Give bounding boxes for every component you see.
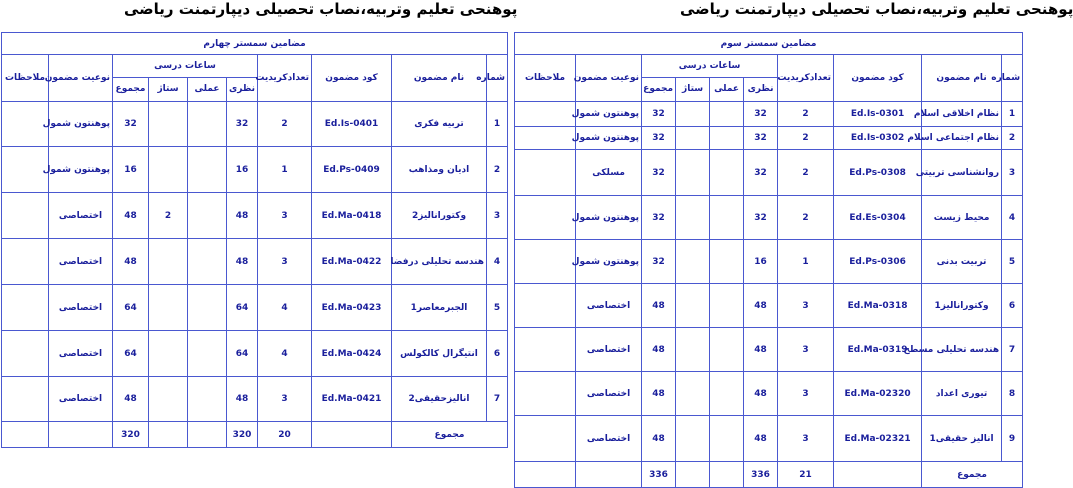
cell-code: Ed.Ps-0308 — [834, 150, 922, 196]
cell-credits: 3 — [778, 372, 834, 416]
cell-name: تربیت بدنی — [922, 240, 1002, 284]
cell-no: 3 — [1002, 150, 1023, 196]
cell-theory: 32 — [744, 196, 778, 240]
cell-total: 16 — [113, 147, 149, 193]
cell-theory: 32 — [227, 102, 258, 147]
table-row — [515, 127, 1023, 150]
cell-theory: 48 — [227, 239, 258, 285]
header-no: شماره — [1002, 55, 1023, 102]
footer-label: مجموع — [922, 462, 1023, 488]
cell-code: Ed.Ma-0421 — [312, 377, 392, 422]
cell-credits: 1 — [778, 240, 834, 284]
header-credits: تعدادکریدیت — [778, 55, 834, 102]
cell-stage — [149, 102, 188, 147]
footer-practical — [710, 462, 744, 488]
cell-type: اختصاصی — [49, 193, 113, 239]
cell-theory: 32 — [744, 150, 778, 196]
semester-3-table — [514, 32, 1023, 488]
table-footer-row — [515, 462, 1023, 488]
table-row — [515, 328, 1023, 372]
cell-name: روانشناسی تربیتی — [922, 150, 1002, 196]
cell-no: 5 — [487, 285, 508, 331]
cell-total: 32 — [113, 102, 149, 147]
cell-type: اختصاصی — [576, 284, 642, 328]
cell-no: 6 — [1002, 284, 1023, 328]
header-practical: عملی — [710, 77, 744, 101]
cell-no: 2 — [1002, 127, 1023, 150]
cell-credits: 3 — [778, 416, 834, 462]
cell-no: 2 — [487, 147, 508, 193]
cell-total: 48 — [113, 193, 149, 239]
cell-name: وکتورانالیز2 — [392, 193, 487, 239]
cell-notes — [515, 150, 576, 196]
cell-practical — [188, 331, 227, 377]
cell-credits: 2 — [778, 196, 834, 240]
cell-theory: 48 — [744, 284, 778, 328]
table-row — [515, 240, 1023, 284]
table-row — [515, 102, 1023, 127]
cell-notes — [515, 102, 576, 127]
cell-theory: 16 — [744, 240, 778, 284]
cell-theory: 64 — [227, 331, 258, 377]
footer-stage — [149, 422, 188, 448]
cell-theory: 64 — [227, 285, 258, 331]
cell-credits: 3 — [258, 193, 312, 239]
cell-total: 32 — [642, 127, 676, 150]
cell-stage — [676, 196, 710, 240]
header-theory: نظری — [744, 77, 778, 101]
header-theory: نظری — [227, 77, 258, 101]
footer-stage — [676, 462, 710, 488]
cell-practical — [710, 416, 744, 462]
footer-credits: 21 — [778, 462, 834, 488]
header-hours: ساعات درسی — [113, 55, 258, 78]
cell-code: Ed.Ps-0306 — [834, 240, 922, 284]
cell-type: اختصاصی — [49, 285, 113, 331]
cell-practical — [710, 127, 744, 150]
cell-notes — [515, 196, 576, 240]
cell-no: 5 — [1002, 240, 1023, 284]
cell-type: اختصاصی — [49, 331, 113, 377]
cell-code: Ed.Ma-0418 — [312, 193, 392, 239]
cell-practical — [188, 147, 227, 193]
cell-practical — [710, 328, 744, 372]
cell-no: 1 — [1002, 102, 1023, 127]
cell-no: 3 — [487, 193, 508, 239]
cell-theory: 48 — [227, 193, 258, 239]
cell-no: 1 — [487, 102, 508, 147]
cell-notes — [2, 285, 49, 331]
cell-name: ادیان ومذاهب — [392, 147, 487, 193]
cell-type: پوهنتون شمول — [49, 147, 113, 193]
table-row — [2, 239, 508, 285]
cell-notes — [515, 284, 576, 328]
cell-credits: 2 — [258, 102, 312, 147]
cell-name: وکتورانالیز1 — [922, 284, 1002, 328]
cell-name: انتیگرال کالکولس — [392, 331, 487, 377]
cell-practical — [188, 239, 227, 285]
cell-practical — [188, 285, 227, 331]
footer-notes — [2, 422, 49, 448]
cell-notes — [2, 239, 49, 285]
cell-stage — [676, 102, 710, 127]
footer-credits: 20 — [258, 422, 312, 448]
cell-stage — [676, 240, 710, 284]
cell-credits: 3 — [778, 284, 834, 328]
cell-no: 7 — [487, 377, 508, 422]
header-hours: ساعات درسی — [642, 55, 778, 78]
header-notes: ملاحظات — [515, 55, 576, 102]
cell-theory: 16 — [227, 147, 258, 193]
cell-type: پوهنتون شمول — [576, 196, 642, 240]
cell-name: تربیه فکری — [392, 102, 487, 147]
footer-total: 336 — [642, 462, 676, 488]
header-no: شماره — [487, 55, 508, 102]
cell-total: 48 — [642, 284, 676, 328]
table-row — [515, 150, 1023, 196]
cell-credits: 4 — [258, 331, 312, 377]
cell-total: 32 — [642, 150, 676, 196]
table-footer-row — [2, 422, 508, 448]
table-row — [2, 285, 508, 331]
cell-total: 64 — [113, 331, 149, 377]
cell-practical — [710, 240, 744, 284]
cell-credits: 2 — [778, 150, 834, 196]
cell-type: اختصاصی — [576, 416, 642, 462]
cell-credits: 1 — [258, 147, 312, 193]
cell-notes — [2, 102, 49, 147]
header-type: نوعیت مضمون — [576, 55, 642, 102]
footer-spacer — [834, 462, 922, 488]
cell-notes — [515, 127, 576, 150]
cell-notes — [515, 240, 576, 284]
cell-practical — [710, 284, 744, 328]
cell-code: Ed.Ps-0409 — [312, 147, 392, 193]
cell-name: الجبرمعاصر1 — [392, 285, 487, 331]
header-name: نام مضمون — [922, 55, 1002, 102]
right-page-title: پوهنحی تعلیم وتربیه،نصاب تحصیلی دیپارتمنت ریاضی — [680, 0, 1073, 18]
cell-stage: 2 — [149, 193, 188, 239]
cell-stage — [676, 416, 710, 462]
cell-total: 48 — [642, 328, 676, 372]
cell-total: 32 — [642, 102, 676, 127]
cell-credits: 2 — [778, 102, 834, 127]
cell-theory: 48 — [744, 372, 778, 416]
cell-total: 48 — [642, 372, 676, 416]
cell-name: تیوری اعداد — [922, 372, 1002, 416]
cell-name: انالیزحقیقی2 — [392, 377, 487, 422]
cell-practical — [710, 372, 744, 416]
cell-notes — [515, 372, 576, 416]
cell-name: نظام اخلاقی اسلام — [922, 102, 1002, 127]
cell-stage — [676, 127, 710, 150]
cell-practical — [710, 196, 744, 240]
cell-stage — [149, 147, 188, 193]
cell-total: 32 — [642, 196, 676, 240]
cell-notes — [2, 147, 49, 193]
cell-name: هندسه تحلیلی مسطح — [922, 328, 1002, 372]
cell-no: 8 — [1002, 372, 1023, 416]
cell-total: 32 — [642, 240, 676, 284]
cell-code: Ed.Ma-02320 — [834, 372, 922, 416]
header-stage: ستاژ — [676, 77, 710, 101]
footer-spacer — [312, 422, 392, 448]
header-credits: تعدادکریدیت — [258, 55, 312, 102]
cell-type: پوهنتون شمول — [576, 102, 642, 127]
cell-type: اختصاصی — [576, 328, 642, 372]
cell-theory: 48 — [227, 377, 258, 422]
cell-type: پوهنتون شمول — [576, 127, 642, 150]
table-row — [2, 377, 508, 422]
table-row — [515, 284, 1023, 328]
cell-code: Ed.Is-0302 — [834, 127, 922, 150]
header-code: کود مضمون — [312, 55, 392, 102]
header-code: کود مضمون — [834, 55, 922, 102]
cell-practical — [188, 102, 227, 147]
footer-theory: 320 — [227, 422, 258, 448]
cell-code: Ed.Es-0304 — [834, 196, 922, 240]
left-page-title: پوهنحی تعلیم وتربیه،نصاب تحصیلی دیپارتمنت ریاضی — [124, 0, 518, 18]
table-row — [2, 193, 508, 239]
cell-stage — [149, 239, 188, 285]
cell-theory: 32 — [744, 102, 778, 127]
table-row — [515, 416, 1023, 462]
cell-practical — [710, 102, 744, 127]
semester-4-table — [1, 32, 508, 448]
cell-credits: 3 — [258, 239, 312, 285]
cell-credits: 3 — [778, 328, 834, 372]
cell-notes — [515, 416, 576, 462]
cell-code: Ed.Is-0301 — [834, 102, 922, 127]
cell-credits: 2 — [778, 127, 834, 150]
cell-no: 9 — [1002, 416, 1023, 462]
footer-type — [49, 422, 113, 448]
cell-code: Ed.Ma-0319 — [834, 328, 922, 372]
cell-code: Ed.Ma-02321 — [834, 416, 922, 462]
table-row — [2, 331, 508, 377]
cell-type: پوهنتون شمول — [49, 102, 113, 147]
footer-type — [576, 462, 642, 488]
footer-practical — [188, 422, 227, 448]
cell-credits: 3 — [258, 377, 312, 422]
cell-notes — [2, 377, 49, 422]
cell-stage — [149, 331, 188, 377]
table-caption: مضامین سمستر چهارم — [2, 33, 508, 55]
cell-stage — [676, 284, 710, 328]
cell-no: 4 — [487, 239, 508, 285]
cell-type: اختصاصی — [49, 239, 113, 285]
cell-notes — [2, 331, 49, 377]
cell-type: پوهنتون شمول — [576, 240, 642, 284]
cell-total: 48 — [113, 239, 149, 285]
header-name: نام مضمون — [392, 55, 487, 102]
table-row — [515, 196, 1023, 240]
header-practical: عملی — [188, 77, 227, 101]
footer-theory: 336 — [744, 462, 778, 488]
cell-code: Ed.Is-0401 — [312, 102, 392, 147]
cell-no: 4 — [1002, 196, 1023, 240]
cell-stage — [676, 372, 710, 416]
cell-stage — [676, 150, 710, 196]
cell-name: محیط زیست — [922, 196, 1002, 240]
table-row — [515, 372, 1023, 416]
cell-no: 7 — [1002, 328, 1023, 372]
cell-name: انالیز حقیقی1 — [922, 416, 1002, 462]
cell-name: نظام اجتماعی اسلام — [922, 127, 1002, 150]
cell-no: 6 — [487, 331, 508, 377]
cell-code: Ed.Ma-0423 — [312, 285, 392, 331]
table-row — [2, 147, 508, 193]
cell-type: اختصاصی — [49, 377, 113, 422]
cell-stage — [149, 285, 188, 331]
header-type: نوعیت مضمون — [49, 55, 113, 102]
cell-code: Ed.Ma-0422 — [312, 239, 392, 285]
table-row — [2, 102, 508, 147]
header-total: مجموع — [113, 77, 149, 101]
cell-theory: 48 — [744, 328, 778, 372]
cell-total: 48 — [113, 377, 149, 422]
cell-theory: 32 — [744, 127, 778, 150]
header-stage: ستاژ — [149, 77, 188, 101]
cell-credits: 4 — [258, 285, 312, 331]
cell-stage — [149, 377, 188, 422]
footer-total: 320 — [113, 422, 149, 448]
cell-practical — [710, 150, 744, 196]
cell-type: مسلکی — [576, 150, 642, 196]
cell-total: 48 — [642, 416, 676, 462]
cell-code: Ed.Ma-0318 — [834, 284, 922, 328]
cell-notes — [515, 328, 576, 372]
cell-total: 64 — [113, 285, 149, 331]
header-total: مجموع — [642, 77, 676, 101]
cell-notes — [2, 193, 49, 239]
cell-name: هندسه تحلیلی درفضا — [392, 239, 487, 285]
cell-practical — [188, 377, 227, 422]
footer-notes — [515, 462, 576, 488]
cell-type: اختصاصی — [576, 372, 642, 416]
table-caption: مضامین سمستر سوم — [515, 33, 1023, 55]
footer-label: مجموع — [392, 422, 508, 448]
header-notes: ملاحظات — [2, 55, 49, 102]
cell-code: Ed.Ma-0424 — [312, 331, 392, 377]
cell-practical — [188, 193, 227, 239]
cell-stage — [676, 328, 710, 372]
cell-theory: 48 — [744, 416, 778, 462]
